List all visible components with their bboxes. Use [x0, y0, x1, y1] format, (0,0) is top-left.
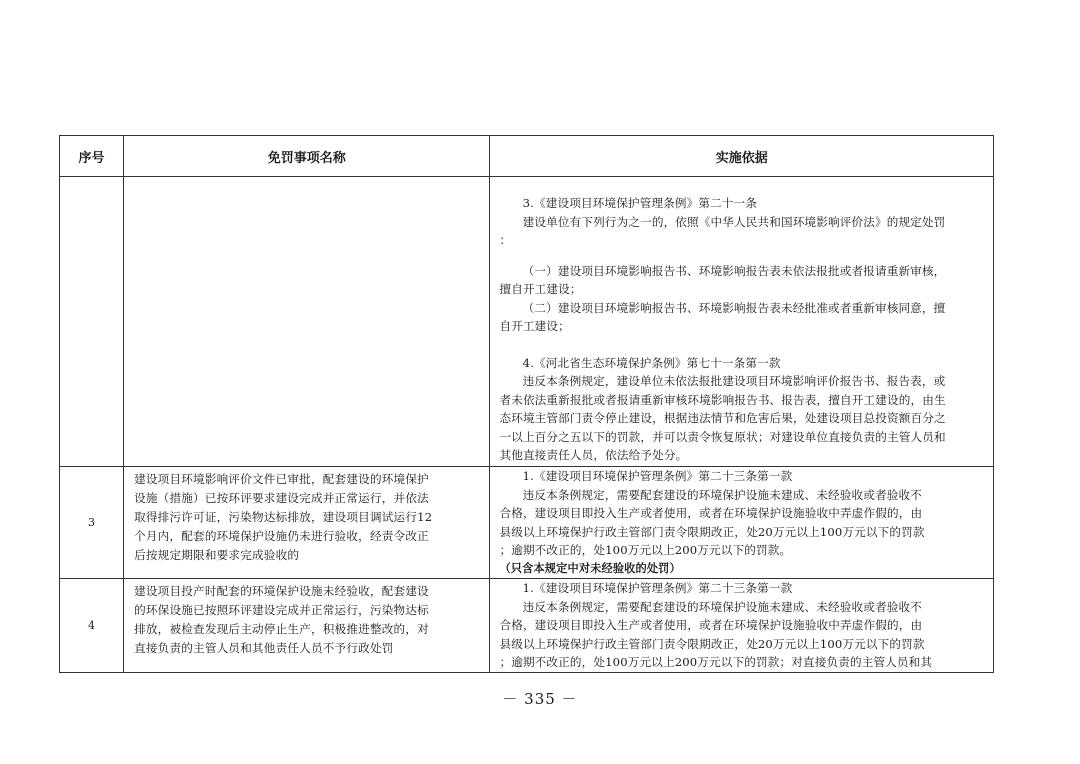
basis-text: ；逾期不改正的，处100万元以上200万元以下的罚款；对直接负责的主管人员和其	[499, 655, 933, 669]
basis-text: 建设单位有下列行为之一的，依照《中华人民共和国环境影响评价法》的规定处罚	[522, 214, 946, 229]
basis-text: 一以上百分之五以下的罚款，并可以责令恢复原状；对建设单位直接负责的主管人员和	[499, 429, 946, 444]
item-name	[124, 467, 490, 579]
item-name-line: 取得排污许可证，污染物达标排放，建设项目调试运行12	[134, 510, 433, 524]
header-no: 序号	[60, 136, 124, 177]
item-name-line: 建设项目环境影响评价文件已审批，配套建设的环境保护	[134, 472, 429, 486]
item-name-line: 直接负责的主管人员和其他责任人员不予行政处罚	[134, 641, 394, 655]
item-name	[124, 177, 490, 467]
basis-text: 县级以上环境保护行政主管部门责令限期改正，处20万元以上100万元以下的罚款	[499, 636, 925, 651]
basis-text: 合格，建设项目即投入生产或者使用，或者在环境保护设施验收中弄虚作假的，由	[499, 618, 923, 632]
basis-cell	[490, 579, 994, 673]
table-row	[60, 177, 994, 467]
basis-text: 违反本条例规定，需要配套建设的环境保护设施未建成、未经验收或者验收不	[522, 487, 922, 502]
basis-text: 合格，建设项目即投入生产或者使用，或者在环境保护设施验收中弄虚作假的，由	[499, 506, 923, 520]
item-name-line: 的环保设施已按照环评建设完成并正常运行，污染物达标	[134, 603, 429, 617]
header-name: 免罚事项名称	[124, 136, 490, 177]
basis-text: 违反本条例规定，建设单位未依法报批建设项目环境影响评价报告书、报告表，或	[522, 374, 946, 388]
table-header-row	[60, 136, 994, 177]
basis-text: 自开工建设；	[499, 319, 570, 333]
item-name-line: 设施（措施）已按环评要求建设完成并正常运行，并依法	[134, 491, 429, 505]
basis-text: 违反本条例规定，需要配套建设的环境保护设施未建成、未经验收或者验收不	[522, 599, 922, 614]
basis-text: 擅自开工建设；	[499, 282, 582, 296]
basis-note: （只含本规定中对未经验收的处罚）	[499, 561, 681, 575]
basis-text: 县级以上环境保护行政主管部门责令限期改正，处20万元以上100万元以下的罚款	[499, 524, 925, 539]
page-number: － 335 －	[502, 690, 578, 708]
basis-article-title: 3.《建设项目环境保护管理条例》第二十一条	[522, 196, 758, 210]
item-name-line: 个月内，配套的环境保护设施仍未进行验收，经责令改正	[134, 529, 429, 543]
basis-article-title: 1.《建设项目环境保护管理条例》第二十三条第一款	[522, 469, 793, 483]
item-name-line: 建设项目投产时配套的环境保护设施未经验收，配套建设	[134, 584, 429, 598]
penalty-exemption-table	[59, 135, 994, 673]
item-name-line: 后按规定期限和要求完成验收的	[134, 548, 300, 562]
header-basis: 实施依据	[490, 136, 994, 177]
basis-text: ：	[499, 233, 512, 247]
basis-text: 其他直接责任人员，依法给予处分。	[499, 448, 688, 462]
row-number: 3	[60, 467, 124, 579]
table-row	[60, 579, 994, 673]
item-name-line: 排放，被检查发现后主动停止生产，积极推进整改的，对	[134, 622, 429, 636]
row-number	[60, 177, 124, 467]
basis-article-title: 1.《建设项目环境保护管理条例》第二十三条第一款	[522, 581, 793, 595]
basis-cell	[490, 177, 994, 467]
basis-text: 态环境主管部门责令停止建设，根据违法情节和危害后果，处建设项目总投资额百分之	[499, 411, 946, 425]
basis-text: （二）建设项目环境影响报告书、环境影响报告表未经批准或者重新审核同意，擅	[522, 300, 946, 315]
item-name	[124, 579, 490, 673]
basis-text: （一）建设项目环境影响报告书、环境影响报告表未依法报批或者报请重新审核，	[522, 263, 946, 278]
basis-text: ；逾期不改正的，处100万元以上200万元以下的罚款。	[499, 543, 792, 557]
basis-cell	[490, 467, 994, 579]
row-number: 4	[60, 579, 124, 673]
basis-text: 者未依法重新报批或者报请重新审核环境影响报告书、报告表，擅自开工建设的，由生	[499, 392, 946, 407]
basis-article-title: 4.《河北省生态环境保护条例》第七十一条第一款	[522, 355, 781, 370]
table-row	[60, 467, 994, 579]
